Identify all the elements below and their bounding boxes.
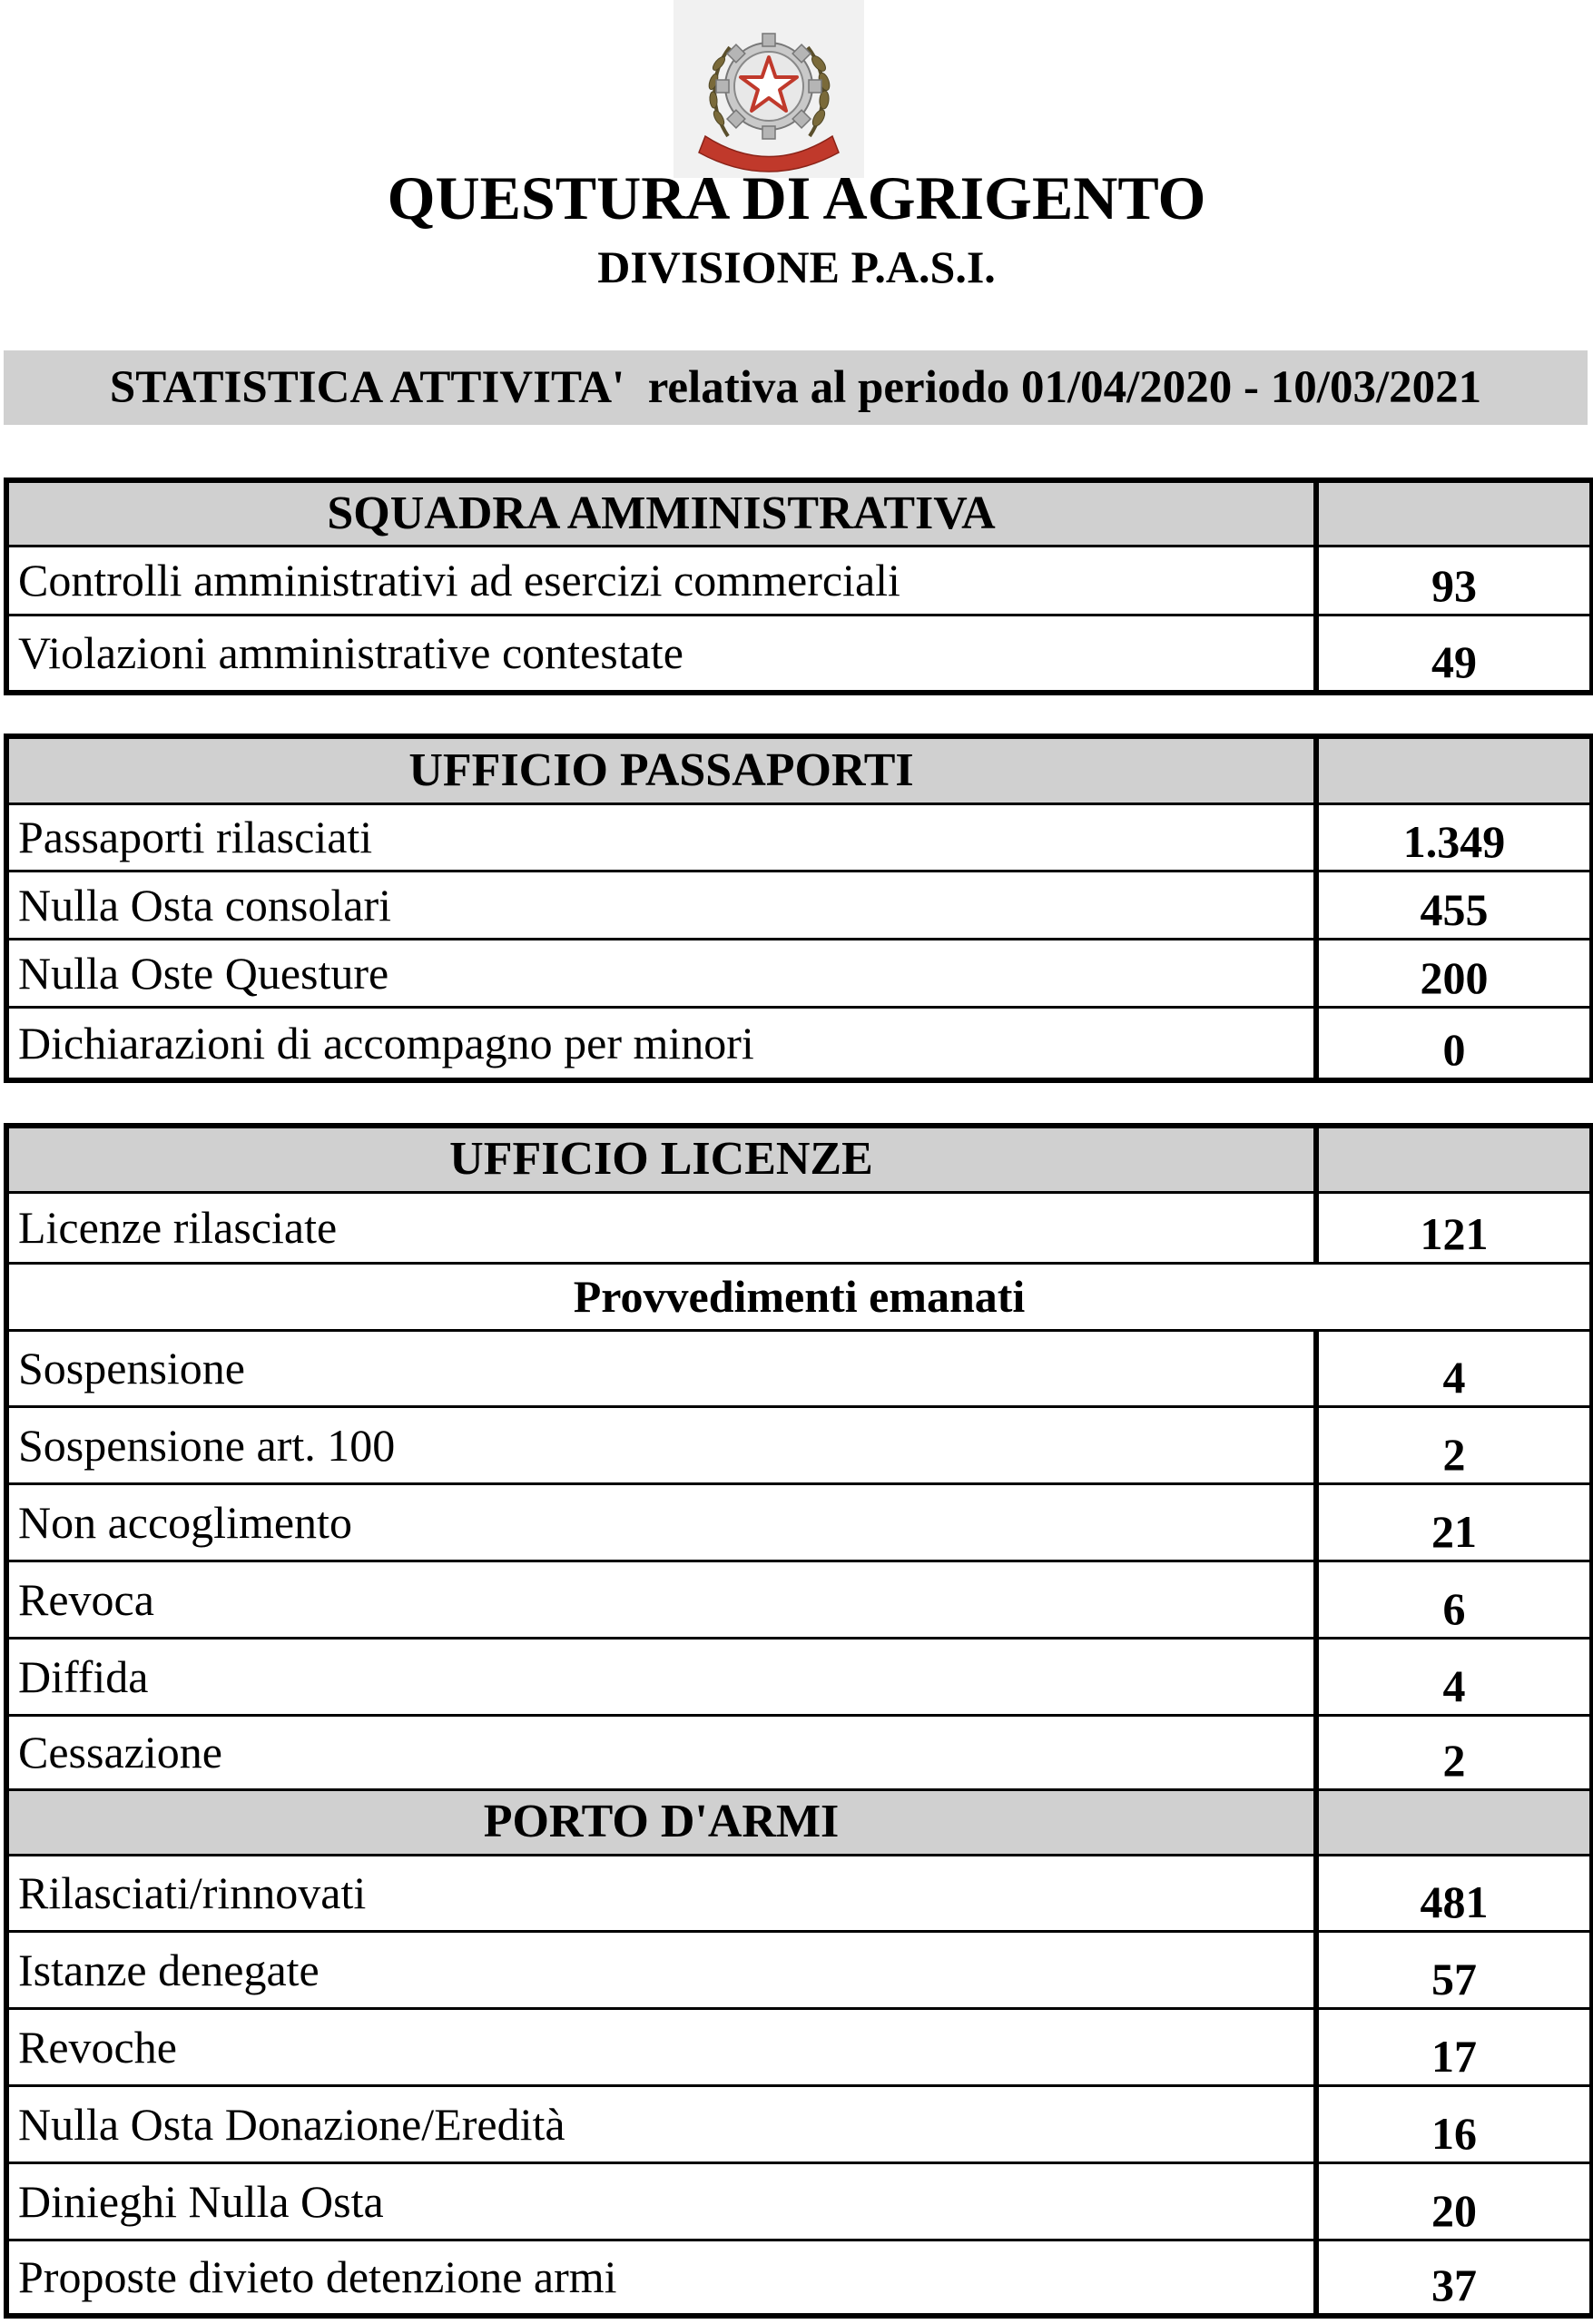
italian-republic-emblem-icon	[674, 0, 864, 178]
table-row	[6, 1330, 1592, 1406]
table-row	[6, 1406, 1592, 1483]
table-row	[6, 871, 1592, 939]
section-header-value-cell	[1316, 1126, 1592, 1192]
row-value: 93	[1316, 546, 1592, 615]
row-value: 20	[1316, 2162, 1592, 2240]
row-label: Istanze denegate	[6, 1931, 1316, 2008]
section-header	[6, 736, 1592, 803]
subsection-title: Provvedimenti emanati	[6, 1263, 1592, 1330]
section-header	[6, 1126, 1592, 1192]
row-value: 16	[1316, 2085, 1592, 2162]
row-value: 4	[1316, 1638, 1592, 1715]
row-label: Revoca	[6, 1561, 1316, 1638]
table-row	[6, 2085, 1592, 2162]
row-value: 1.349	[1316, 803, 1592, 871]
table-row	[6, 546, 1592, 615]
row-label: Diffida	[6, 1638, 1316, 1715]
row-label: Sospensione art. 100	[6, 1406, 1316, 1483]
table-row	[6, 803, 1592, 871]
row-label: Nulla Osta consolari	[6, 871, 1316, 939]
row-label: Rilasciati/rinnovati	[6, 1855, 1316, 1931]
ufficio-licenze-table	[4, 1123, 1593, 2319]
row-value: 37	[1316, 2240, 1592, 2316]
row-label: Cessazione	[6, 1715, 1316, 1789]
row-value: 2	[1316, 1406, 1592, 1483]
ufficio-passaporti-table	[4, 734, 1593, 1083]
table-row	[6, 1715, 1592, 1789]
table-row	[6, 1483, 1592, 1561]
row-value: 0	[1316, 1007, 1592, 1080]
table-row	[6, 2162, 1592, 2240]
row-label: Non accoglimento	[6, 1483, 1316, 1561]
row-value: 121	[1316, 1192, 1592, 1263]
table-row	[6, 1192, 1592, 1263]
table-row	[6, 1638, 1592, 1715]
row-value: 57	[1316, 1931, 1592, 2008]
section-header-value-cell	[1316, 480, 1592, 546]
squadra-amministrativa-table	[4, 478, 1593, 695]
row-label: Nulla Osta Donazione/Eredità	[6, 2085, 1316, 2162]
table-row	[6, 1931, 1592, 2008]
table-row	[6, 939, 1592, 1007]
row-label: Proposte divieto detenzione armi	[6, 2240, 1316, 2316]
row-value: 6	[1316, 1561, 1592, 1638]
row-value: 4	[1316, 1330, 1592, 1406]
row-label: Nulla Oste Questure	[6, 939, 1316, 1007]
section-header-value-cell	[1316, 736, 1592, 803]
row-value: 49	[1316, 615, 1592, 693]
emblem	[674, 0, 864, 178]
table-row	[6, 2008, 1592, 2085]
section-title: UFFICIO PASSAPORTI	[6, 736, 1316, 803]
row-value: 17	[1316, 2008, 1592, 2085]
subsection-header	[6, 1263, 1592, 1330]
section-header	[6, 1789, 1592, 1855]
table-row	[6, 1855, 1592, 1931]
section-title: SQUADRA AMMINISTRATIVA	[6, 480, 1316, 546]
table-row	[6, 1007, 1592, 1080]
section-header-value-cell	[1316, 1789, 1592, 1855]
row-label: Controlli amministrativi ad esercizi commerciali	[6, 546, 1316, 615]
row-value: 2	[1316, 1715, 1592, 1789]
section-header	[6, 480, 1592, 546]
row-value: 481	[1316, 1855, 1592, 1931]
section-title: PORTO D'ARMI	[6, 1789, 1316, 1855]
row-label: Dinieghi Nulla Osta	[6, 2162, 1316, 2240]
row-label: Licenze rilasciate	[6, 1192, 1316, 1263]
row-label: Violazioni amministrative contestate	[6, 615, 1316, 693]
row-label: Passaporti rilasciati	[6, 803, 1316, 871]
period-banner: STATISTICA ATTIVITA' relativa al periodo 01/04/2020 - 10/03/2021	[4, 350, 1588, 425]
page-title: QUESTURA DI AGRIGENTO	[387, 163, 1206, 232]
page-subtitle: DIVISIONE P.A.S.I.	[597, 241, 996, 292]
row-value: 200	[1316, 939, 1592, 1007]
table-row	[6, 615, 1592, 693]
row-label: Revoche	[6, 2008, 1316, 2085]
row-value: 21	[1316, 1483, 1592, 1561]
table-row	[6, 2240, 1592, 2316]
row-label: Sospensione	[6, 1330, 1316, 1406]
row-value: 455	[1316, 871, 1592, 939]
table-row	[6, 1561, 1592, 1638]
row-label: Dichiarazioni di accompagno per minori	[6, 1007, 1316, 1080]
section-title: UFFICIO LICENZE	[6, 1126, 1316, 1192]
